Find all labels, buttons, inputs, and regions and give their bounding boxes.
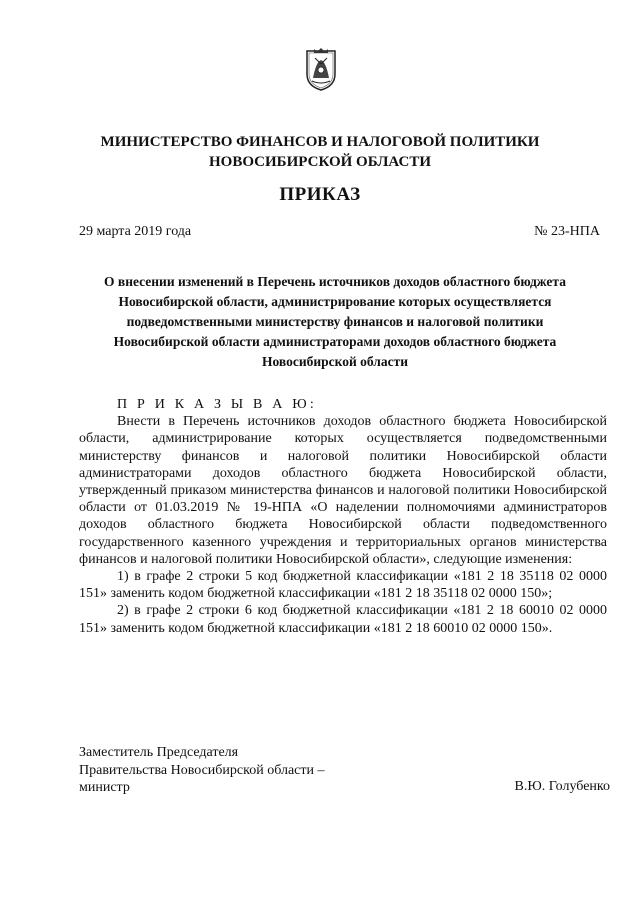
document-body <box>79 396 607 637</box>
title-line-2: Новосибирской области, администрирование которых осуществляется <box>118 294 552 309</box>
signature-position <box>79 744 325 797</box>
item-1: 1) в графе 2 строки 5 код бюджетной классификации «181 2 18 35118 02 0000 151» заменить кодом бюджетной классификации «181 2 18 35118 02 0000 150»; <box>79 569 607 602</box>
title-line-5: Новосибирской области <box>261 354 409 369</box>
document-date: 29 марта 2019 года <box>79 224 192 239</box>
item-2: 2) в графе 2 строки 6 код бюджетной классификации «181 2 18 60010 02 0000 151» заменить кодом бюджетной классификации «181 2 18 60010 02 0000 150». <box>79 603 607 636</box>
order-word: П Р И К А З Ы В А Ю: <box>117 397 317 412</box>
coat-of-arms-icon <box>304 48 338 92</box>
ministry-line-2: НОВОСИБИРСКОЙ ОБЛАСТИ <box>208 154 432 170</box>
title-line-1: О внесении изменений в Перечень источников доходов областного бюджета <box>104 274 566 289</box>
signer-name: В.Ю. Голубенко <box>514 779 610 794</box>
document-type: ПРИКАЗ <box>279 184 361 205</box>
ministry-line-1: МИНИСТЕРСТВО ФИНАНСОВ И НАЛОГОВОЙ ПОЛИТИКИ <box>100 134 540 150</box>
document-number: № 23-НПА <box>534 224 600 239</box>
position-line-3: министр <box>79 780 130 795</box>
paragraph-main: Внести в Перечень источников доходов областного бюджета Новосибирской области, администрирование которых осуществляется подведомственными министерству финансов и налоговой политики Новосибирской области администраторами доходов областного бюджета Новосибирской области, утвержденный приказом министерства финансов и налоговой политики Новосибирской области от 01.03.2019 № 19-НПА «О наделении полномочиями администраторов доходов областного бюджета Новосибирской области подведомственного государственного казенного учреждения и территориальных органов министерства финансов и налоговой политики Новосибирской области», следующие изменения: <box>79 414 607 567</box>
position-line-1: Заместитель Председателя <box>79 745 239 760</box>
title-line-3: подведомственными министерству финансов и налоговой политики <box>126 314 544 329</box>
title-line-4: Новосибирской области администраторами доходов областного бюджета <box>113 334 557 349</box>
document-title <box>70 272 600 372</box>
ministry-name <box>0 132 640 172</box>
position-line-2: Правительства Новосибирской области – <box>79 762 325 778</box>
